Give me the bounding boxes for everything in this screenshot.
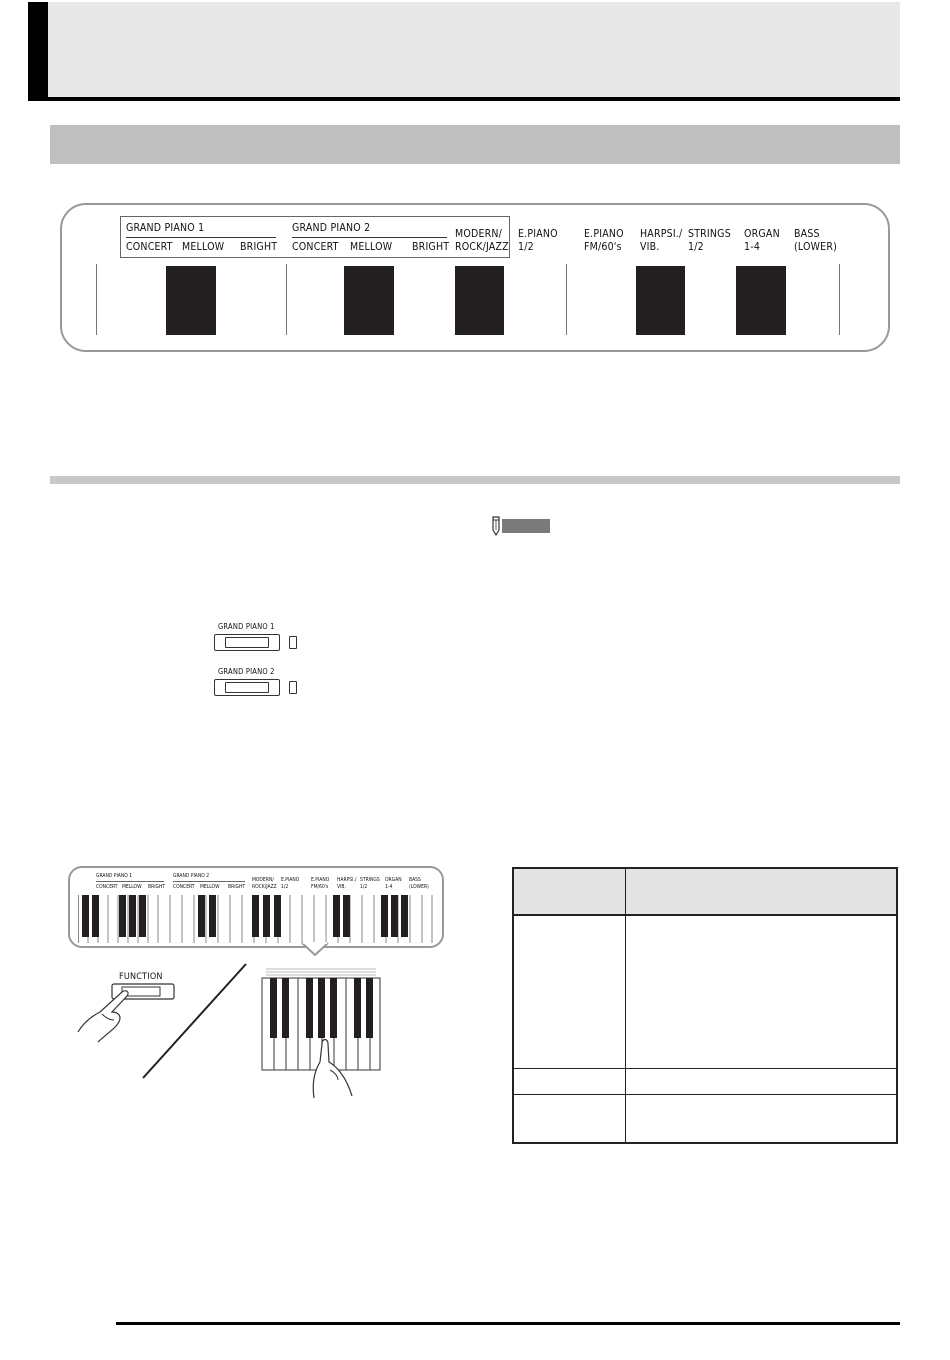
mini-org-1: ORGAN	[385, 877, 402, 883]
group2-item-mellow: MELLOW	[350, 241, 393, 253]
table-header-row	[514, 869, 896, 914]
button-face	[225, 637, 269, 648]
mini-bass-2: (LOWER)	[409, 884, 429, 890]
mini-gp2-bright: BRIGHT	[228, 884, 246, 890]
mini-gp2: GRAND PIANO 2	[173, 873, 210, 879]
strings-label-2: 1/2	[688, 241, 704, 253]
mini-harp-1: HARPSI./	[337, 877, 357, 883]
harpsi-label-2: VIB.	[640, 241, 660, 253]
black-key-mellow-1	[166, 266, 216, 335]
mini-epfm-1: E.PIANO	[311, 877, 330, 883]
mini-gp1-line	[96, 881, 164, 882]
note-pencil-icon	[490, 514, 552, 538]
group1-item-mellow: MELLOW	[182, 241, 225, 253]
mini-modern-2: ROCK/JAZZ	[252, 884, 277, 890]
table-header-rule	[514, 914, 896, 916]
mini-keyboard-keys	[78, 895, 433, 943]
mini-epfm-2: FM/60's	[311, 884, 329, 890]
header-tab	[28, 2, 48, 98]
mini-str-2: 1/2	[360, 884, 368, 890]
mini-org-2: 1-4	[385, 884, 393, 890]
mini-gp2-mellow: MELLOW	[200, 884, 220, 890]
modern-label-2: ROCK/JAZZ	[455, 241, 509, 253]
epiano-label-1: E.PIANO	[518, 228, 558, 240]
gp2-led	[289, 681, 297, 694]
harpsi-label-1: HARPSI./	[640, 228, 683, 240]
group2-item-concert: CONCERT	[292, 241, 339, 253]
page-header	[28, 2, 900, 98]
table-row-divider-1	[514, 1068, 896, 1069]
grand-piano-1-button[interactable]	[214, 634, 280, 651]
mini-bass-1: BASS	[409, 877, 421, 883]
gp1-led	[289, 636, 297, 649]
epiano-label-2: 1/2	[518, 241, 534, 253]
mini-ep-1: E.PIANO	[281, 877, 300, 883]
mini-ep-2: 1/2	[281, 884, 289, 890]
footer-rule	[116, 1322, 900, 1325]
diagonal-separator	[140, 962, 250, 1080]
section-divider-bar	[50, 476, 900, 484]
modern-label-1: MODERN/	[455, 228, 503, 240]
header-rule	[28, 97, 900, 101]
strings-label-1: STRINGS	[688, 228, 731, 240]
mini-gp1-mellow: MELLOW	[122, 884, 142, 890]
callout-pointer	[300, 942, 330, 956]
organ-label-2: 1-4	[744, 241, 761, 253]
black-key-organ	[736, 266, 786, 335]
gp1-button-label: GRAND PIANO 1	[218, 622, 275, 631]
mini-gp1: GRAND PIANO 1	[96, 873, 133, 879]
black-key-mellow-2	[344, 266, 394, 335]
function-button-label: FUNCTION	[119, 972, 163, 982]
section-heading-bar	[50, 125, 900, 164]
epiano-fm-label-2: FM/60's	[584, 241, 622, 253]
mini-modern-1: MODERN/	[252, 877, 274, 883]
mini-gp2-concert: CONCERT	[173, 884, 195, 890]
white-key-section-2	[286, 264, 567, 335]
bass-label-2: (LOWER)	[794, 241, 837, 253]
white-key-section-3	[566, 264, 840, 335]
table-column-divider	[625, 869, 626, 1142]
organ-label-1: ORGAN	[744, 228, 780, 240]
group1-item-bright: BRIGHT	[240, 241, 278, 253]
table-row-divider-2	[514, 1094, 896, 1095]
bass-label-1: BASS	[794, 228, 820, 240]
mini-gp1-bright: BRIGHT	[148, 884, 166, 890]
group1-item-concert: CONCERT	[126, 241, 173, 253]
group2-title: GRAND PIANO 2	[292, 222, 371, 234]
info-table	[512, 867, 898, 1144]
keyboard-press-hand-icon	[256, 966, 384, 1098]
black-key-harpsi	[636, 266, 685, 335]
group2-underline	[292, 237, 447, 238]
gp2-button-label: GRAND PIANO 2	[218, 667, 275, 676]
group2-item-bright: BRIGHT	[412, 241, 450, 253]
group1-title: GRAND PIANO 1	[126, 222, 205, 234]
black-key-modern	[455, 266, 504, 335]
epiano-fm-label-1: E.PIANO	[584, 228, 624, 240]
button-face	[225, 682, 269, 693]
group1-underline	[126, 237, 276, 238]
mini-gp2-line	[173, 881, 245, 882]
mini-harp-2: VIB.	[337, 884, 346, 890]
grand-piano-2-button[interactable]	[214, 679, 280, 696]
mini-gp1-concert: CONCERT	[96, 884, 118, 890]
mini-str-1: STRINGS	[360, 877, 380, 883]
